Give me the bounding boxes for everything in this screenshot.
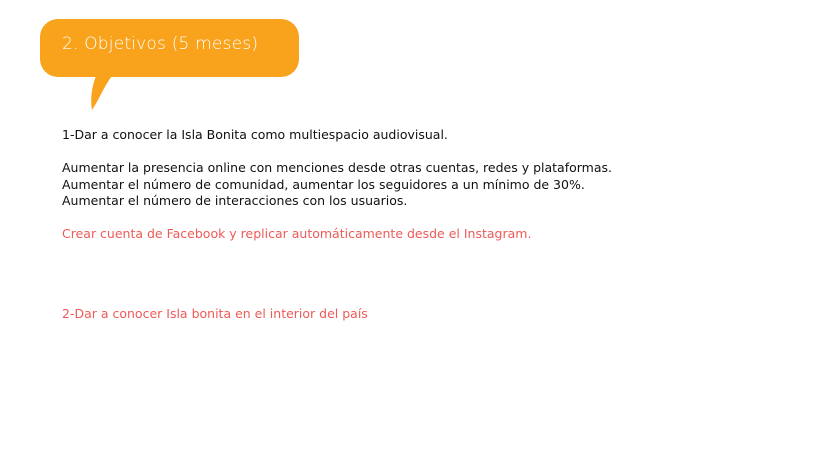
objective-2-title: 2-Dar a conocer Isla bonita en el interior del país (62, 306, 368, 321)
objective-1-item: Aumentar el número de interacciones con los usuarios. (62, 193, 408, 208)
objective-1-highlight: Crear cuenta de Facebook y replicar automáticamente desde el Instagram. (62, 226, 532, 241)
section-title-bubble (40, 19, 299, 77)
spacer (62, 210, 782, 227)
spacer (62, 144, 782, 161)
objective-1-block (62, 127, 782, 243)
objective-1-item: Aumentar la presencia online con menciones desde otras cuentas, redes y plataformas. (62, 160, 612, 175)
section-title: 2. Objetivos (5 meses) (62, 34, 259, 54)
objective-1-title: 1-Dar a conocer la Isla Bonita como multiespacio audiovisual. (62, 127, 448, 142)
objective-1-item: Aumentar el número de comunidad, aumentar los seguidores a un mínimo de 30%. (62, 176, 585, 192)
